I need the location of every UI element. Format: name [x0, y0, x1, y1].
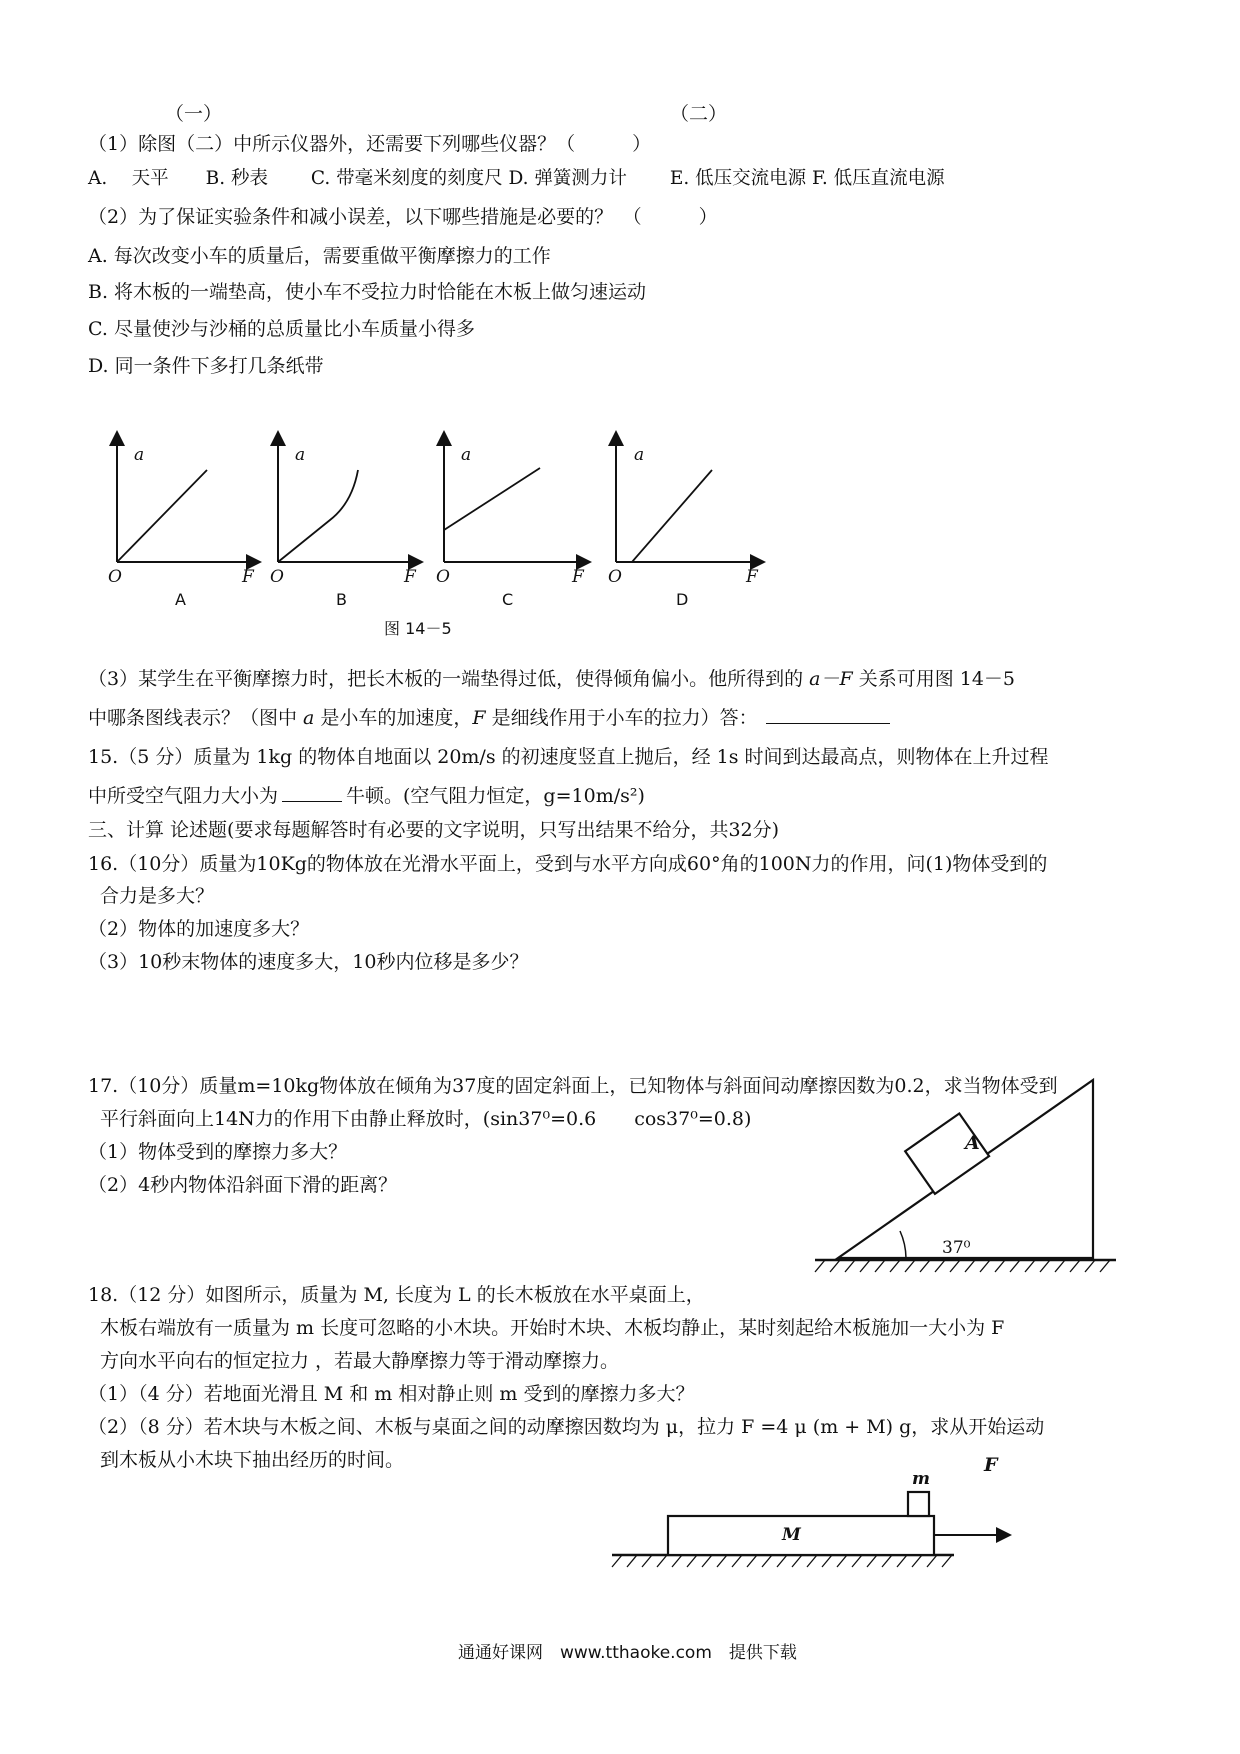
q18-part1: （1）（4 分）若地面光滑且 M 和 m 相对静止则 m 受到的摩擦力多大？ [88, 1383, 695, 1405]
q14-p1-options: A. 天平 B. 秒表 C. 带毫米刻度的刻度尺 D. 弹簧测力计 E. 低压交流电源 F. 低压直流电源 [88, 168, 945, 189]
graph-c-caption: C [502, 590, 514, 609]
incline-angle-label: 37⁰ [942, 1238, 971, 1258]
q18-line2: 木板右端放有一质量为 m 长度可忽略的小木块。开始时木块、木板均静止，某时刻起给木板施加一大小为 F [100, 1317, 1005, 1339]
graph-a-y-label: a [134, 445, 145, 465]
graph-a-caption: A [175, 590, 186, 609]
section-3-heading: 三、计算 论述题(要求每题解答时有必要的文字说明，只写出结果不给分，共32分) [88, 819, 780, 841]
q14-p3-line2: 中哪条图线表示？（图中 a 是小车的加速度，F 是细线作用于小车的拉力）答： [88, 705, 890, 731]
figure-2-label: （二） [670, 103, 728, 125]
q18-line3: 方向水平向右的恒定拉力 ，若最大静摩擦力等于滑动摩擦力。 [100, 1350, 620, 1372]
long-board-label: M [782, 1525, 801, 1545]
incline-block-label: A [965, 1132, 980, 1154]
q16-part3: （3）10秒末物体的速度多大，10秒内位移是多少？ [88, 951, 529, 973]
q14-p2-option-c: C. 尽量使沙与沙桶的总质量比小车质量小得多 [88, 318, 475, 340]
graph-b-x-label: F [404, 567, 416, 587]
small-block-m [908, 1492, 929, 1516]
q14-p2-option-b: B. 将木板的一端垫高，使小车不受拉力时恰能在木板上做匀速运动 [88, 281, 647, 303]
long-board-m-big [668, 1516, 934, 1555]
graph-d-y-label: a [634, 445, 645, 465]
q15-line2: 中所受空气阻力大小为 牛顿。(空气阻力恒定，g=10m/s²) [88, 785, 645, 807]
q14-p3-line1: （3）某学生在平衡摩擦力时，把长木板的一端垫得过低，使得倾角偏小。他所得到的 a－F 关系可用图 14－5 [88, 668, 1016, 690]
q18-line1: 18.（12 分）如图所示，质量为 M, 长度为 L 的长木板放在水平桌面上， [88, 1284, 705, 1306]
small-block-label: m [912, 1469, 930, 1489]
q17-line2: 平行斜面向上14N力的作用下由静止释放时，(sin37⁰=0.6 cos37⁰=0.8) [100, 1108, 752, 1130]
graph-a-x-label: F [242, 567, 254, 587]
graph-b-y-label: a [295, 445, 306, 465]
q16-part2: （2）物体的加速度多大？ [88, 918, 310, 940]
q16-line2: 合力是多大？ [100, 885, 215, 907]
q15-line1: 15.（5 分）质量为 1kg 的物体自地面以 20m/s 的初速度竖直上抛后，经 1s 时间到达最高点，则物体在上升过程 [88, 746, 1049, 768]
q18-part2-line2: 到木板从小木块下抽出经历的时间。 [100, 1449, 405, 1471]
force-f-label: F [984, 1454, 998, 1476]
q14-p2-option-d: D. 同一条件下多打几条纸带 [88, 355, 324, 377]
graph-c-origin: O [436, 567, 450, 587]
q16-line1: 16.（10分）质量为10Kg的物体放在光滑水平面上，受到与水平方向成60°角的100N力的作用，问(1)物体受到的 [88, 853, 1048, 875]
q14-p1-question: （1）除图（二）中所示仪器外，还需要下列哪些仪器？（ ） [88, 133, 652, 155]
q18-part2-line1: （2）（8 分）若木块与木板之间、木板与桌面之间的动摩擦因数均为 μ，拉力 F =4 μ (m + M) g，求从开始运动 [88, 1416, 1045, 1438]
graph-d-origin: O [608, 567, 622, 587]
graph-b-origin: O [270, 567, 284, 587]
graph-c-y-label: a [461, 445, 472, 465]
figure-1-label: （一） [165, 103, 223, 125]
page-footer: 通通好课网 www.tthaoke.com 提供下载 [458, 1643, 797, 1663]
q14-p2-option-a: A. 每次改变小车的质量后，需要重做平衡摩擦力的工作 [88, 245, 551, 267]
graph-b-caption: B [336, 590, 347, 609]
graph-a-origin: O [108, 567, 122, 587]
board-ground-hatch [612, 1555, 952, 1567]
q14-p2-question: （2）为了保证实验条件和减小误差，以下哪些措施是必要的？ （ ） [88, 206, 718, 228]
graph-d-x-label: F [746, 567, 758, 587]
graph-d-caption: D [676, 590, 689, 609]
q17-part2: （2）4秒内物体沿斜面下滑的距离？ [88, 1174, 398, 1196]
q17-line1: 17.（10分）质量m=10kg物体放在倾角为37度的固定斜面上，已知物体与斜面间动摩擦因数为0.2，求当物体受到 [88, 1075, 1058, 1097]
figure-14-5-caption: 图 14－5 [384, 619, 452, 638]
q17-part1: （1）物体受到的摩擦力多大？ [88, 1141, 348, 1163]
graph-c-x-label: F [572, 567, 584, 587]
